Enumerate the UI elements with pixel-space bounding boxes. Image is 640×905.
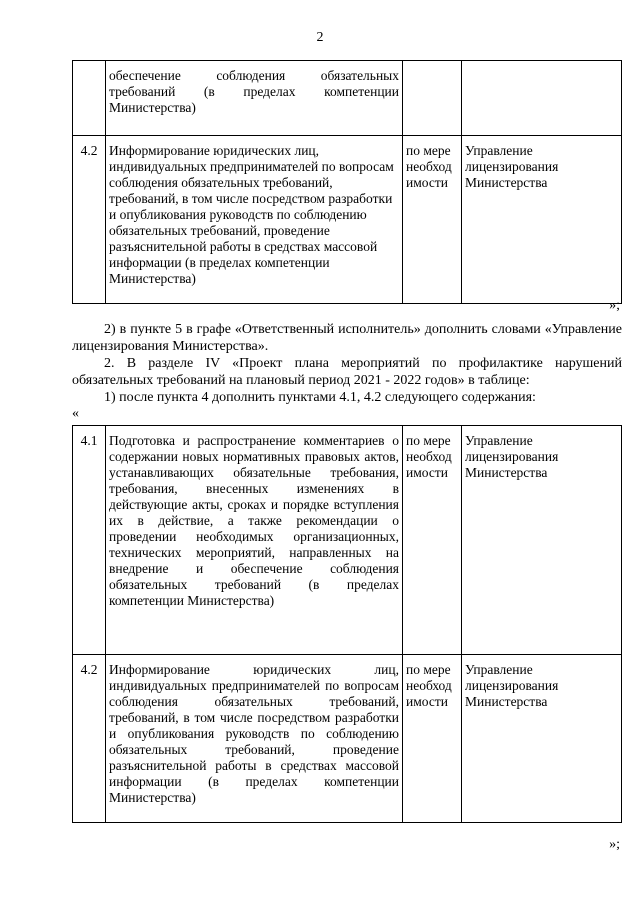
row-number [73,61,106,136]
paragraph-section-iv: 2. В разделе IV «Проект плана мероприятий по профилактике нарушений обязательных требований на плановый период 2021 - 2022 годов» в таблице: [72,356,622,388]
row-number: 4.2 [73,136,106,304]
table-continuation [72,60,622,304]
table-row [73,655,622,823]
row-description: Информирование юридических лиц, индивидуальных предпринимателей по вопросам соблюдения обязательных требований, требований, в том числе посредством разработки и опубликования руководств по соблюдению обязательных требований, проведение разъяснительной работы в средствах массовой информации (в пределах компетенции Министерства) [106,136,403,304]
table-row [73,136,622,304]
row-term: по мере необходимости [403,426,462,655]
table-inserted-points [72,425,622,823]
row-term: по мере необходимости [403,136,462,304]
row-description: Подготовка и распространение комментариев о содержании новых нормативных правовых актов, устанавливающих обязательные требования, требования, внесенных изменениях в действующие акты, сроках и порядке вступления их в действие, а также рекомендации о проведении необходимых организационных, технических мероприятий, направленных на внедрение и обеспечение соблюдения обязательных требований (в пределах компетенции Министерства) [106,426,403,655]
row-number: 4.2 [73,655,106,823]
row-term: по мере необходимости [403,655,462,823]
row-description: Информирование юридических лиц, индивидуальных предпринимателей по вопросам соблюдения обязательных требований, требований, в том числе посредством разработки и опубликования руководств по соблюдению обязательных требований, проведение разъяснительной работы в средствах массовой информации (в пределах компетенции Министерства) [106,655,403,823]
table-row [73,61,622,136]
closing-quote: »; [609,837,620,852]
paragraph-amendment-2: 2) в пункте 5 в графе «Ответственный исполнитель» дополнить словами «Управление лицензирования Министерства». [72,322,622,354]
row-responsible: Управление лицензирования Министерства [462,426,622,655]
row-description: обеспечение соблюдения обязательных требований (в пределах компетенции Министерства) [106,61,403,136]
table-row [73,426,622,655]
opening-quote: « [72,406,79,421]
row-responsible: Управление лицензирования Министерства [462,655,622,823]
row-number: 4.1 [73,426,106,655]
row-responsible [462,61,622,136]
paragraph-insert-points: 1) после пункта 4 дополнить пунктами 4.1, 4.2 следующего содержания: [104,390,536,405]
row-responsible: Управление лицензирования Министерства [462,136,622,304]
row-term [403,61,462,136]
closing-quote: »; [609,298,620,313]
page-number: 2 [316,30,324,45]
